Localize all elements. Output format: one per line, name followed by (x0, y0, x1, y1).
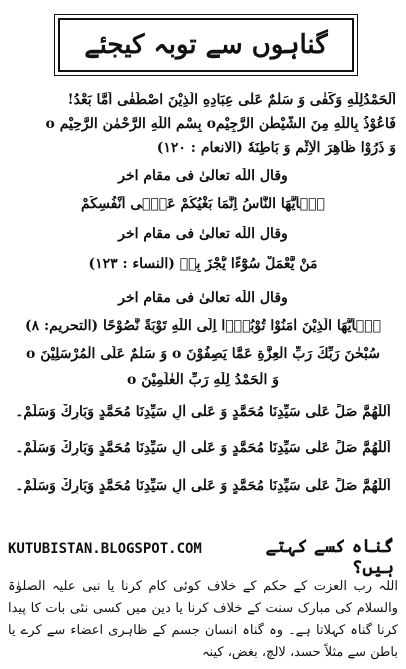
verse-line-anam: وَ ذَرُوْا ظَاهِرَ الْاِثْمِ وَ بَاطِنَهٗ (الانعام : ۱۲۰) (156, 140, 396, 156)
verse-line-nisa: مَنْ يَّعْمَلْ سُوْٓءًا يُّجْزَ بِهٖ (النساء : ۱۲۳) (88, 256, 318, 272)
section-heading: گناہ کسے کہتے ہیں؟ (265, 536, 394, 578)
durood-line: اَللّٰهُمَّ صَلِّ عَلٰى سَيِّدِنَا مُحَمَّدٍ وَ عَلٰى اٰلِ سَيِّدِنَا مُحَمَّدٍ وَبَارِكْ وَسَلِّمْ۔ (15, 478, 391, 494)
closing-verse-line: سُبْحٰنَ رَبِّكَ رَبِّ الْعِزَّةِ عَمَّا يَصِفُوْنَ o وَ سَلٰمٌ عَلَى الْمُرْسَلِيْنَ o (26, 346, 380, 362)
page-title: گناہوں سے توبہ کیجئے (58, 18, 354, 72)
durood-line: اَللّٰهُمَّ صَلِّ عَلٰى سَيِّدِنَا مُحَمَّدٍ وَ عَلٰى اٰلِ سَيِّدِنَا مُحَمَّدٍ وَبَارِكْ وَسَلِّمْ۔ (15, 440, 391, 456)
verse-line-yunus: يٰۤاَيُّهَا النَّاسُ اِنَّمَا بَغْيُكُمْ عَلٰۤى اَنْفُسِكُمْ (81, 196, 325, 212)
body-paragraph: اللہ رب العزت کے حکم کے خلاف کوئی کام کرنا یا نبی علیہ الصلوٰۃ والسلام کی مبارک سنت کے خلاف کرنا یا دین میں کسی نئی بات کا پیدا کرنا گناہ کہلاتا ہے۔ وہ گناہ انسان جسم کے ظاہری اعضاء سے کرے یا باطن سے مثلاً حسد، لالچ، بغض، کینہ (8, 579, 398, 660)
verse-intro-line: وقال اللّٰه تعالیٰ فی مقام اخر (118, 290, 288, 306)
durood-line: اَللّٰهُمَّ صَلِّ عَلٰى سَيِّدِنَا مُحَمَّدٍ وَ عَلٰى اٰلِ سَيِّدِنَا مُحَمَّدٍ وَبَارِكْ وَسَلِّمْ۔ (15, 404, 391, 420)
taawwuz-basmala-line: فَاعُوْذُ بِاللّٰهِ مِنَ الشَّيْطٰنِ الرَّجِيْمِo بِسْمِ اللّٰهِ الرَّحْمٰنِ الرَّحِيْمِ o (45, 116, 396, 132)
blog-url-watermark: KUTUBISTAN.BLOGSPOT.COM (8, 541, 202, 557)
verse-line-tahrim: يٰۤاَيُّهَا الَّذِيْنَ اٰمَنُوْا تُوْبُوْۤا اِلَى اللّٰهِ تَوْبَةً نَّصُوْحًا (التحريم: ۸) (24, 318, 381, 334)
opening-praise-line: اَلْحَمْدُلِلّٰهِ وَكَفٰى وَ سَلٰمٌ عَلٰى عِبَادِهِ الَّذِيْنَ اصْطَفٰى اَمَّا بَعْدُ! (67, 92, 396, 108)
verse-intro-line: وقال اللّٰه تعالیٰ فی مقام اخر (118, 168, 288, 184)
verse-intro-line: وقال اللّٰه تعالیٰ فی مقام اخر (118, 226, 288, 242)
closing-verse-line: وَ الْحَمْدُ لِلّٰهِ رَبِّ الْعٰلَمِيْنَ o (127, 372, 279, 388)
